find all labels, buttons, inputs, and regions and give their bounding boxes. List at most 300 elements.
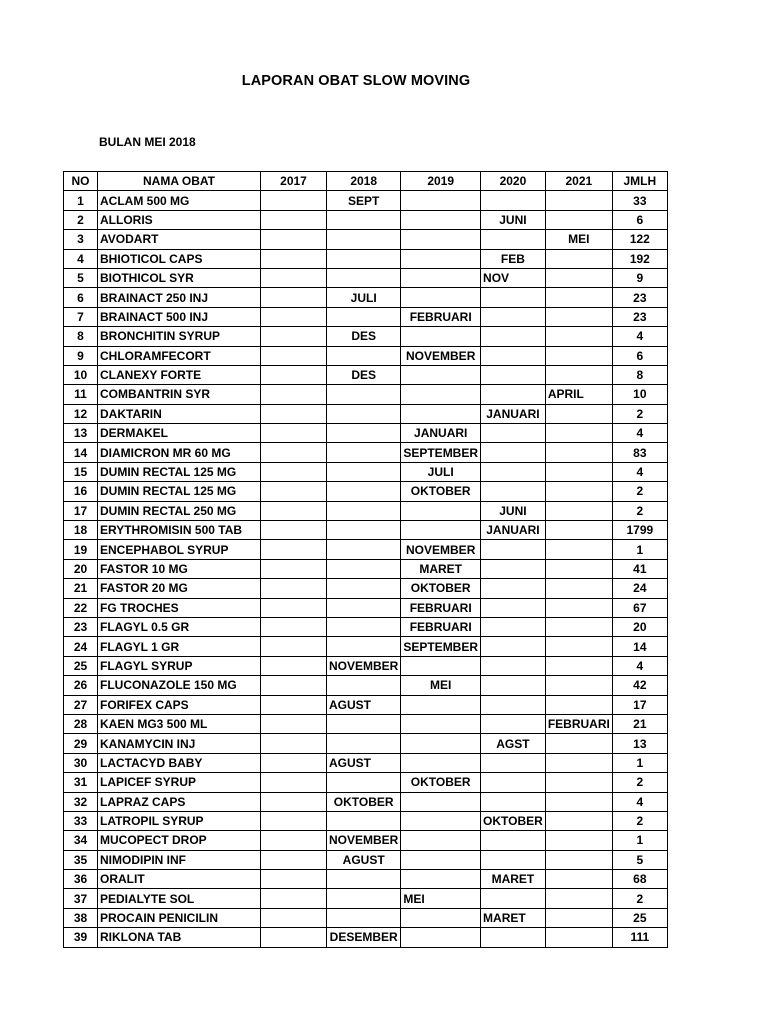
cell-2021: MEI	[545, 230, 612, 249]
cell-2019: SEPTEMBER	[401, 443, 481, 462]
cell-2020	[481, 365, 546, 384]
cell-2021	[545, 540, 612, 559]
table-row	[64, 521, 668, 540]
cell-2017	[261, 831, 327, 850]
cell-2020: FEB	[481, 249, 546, 268]
cell-jmlh: 122	[612, 230, 667, 249]
cell-jmlh: 2	[612, 811, 667, 830]
cell-jmlh: 6	[612, 346, 667, 365]
cell-no: 5	[64, 268, 98, 287]
cell-nama-obat: KAEN MG3 500 ML	[98, 714, 261, 733]
cell-2021	[545, 617, 612, 636]
cell-no: 7	[64, 307, 98, 326]
cell-2017	[261, 307, 327, 326]
cell-2017	[261, 908, 327, 927]
cell-2020	[481, 792, 546, 811]
table-row	[64, 598, 668, 617]
cell-no: 29	[64, 734, 98, 753]
cell-no: 28	[64, 714, 98, 733]
cell-2019	[401, 501, 481, 520]
cell-2021	[545, 811, 612, 830]
cell-no: 13	[64, 424, 98, 443]
cell-nama-obat: DUMIN RECTAL 125 MG	[98, 462, 261, 481]
cell-jmlh: 4	[612, 327, 667, 346]
cell-2019	[401, 870, 481, 889]
cell-2021	[545, 210, 612, 229]
header-2020: 2020	[481, 172, 546, 191]
table-row	[64, 637, 668, 656]
cell-2020	[481, 559, 546, 578]
cell-no: 36	[64, 870, 98, 889]
cell-2021	[545, 501, 612, 520]
cell-2020: NOV	[481, 268, 546, 287]
cell-2021	[545, 307, 612, 326]
cell-2020	[481, 540, 546, 559]
cell-2019	[401, 753, 481, 772]
cell-nama-obat: FLAGYL SYRUP	[98, 656, 261, 675]
cell-jmlh: 10	[612, 385, 667, 404]
cell-2020	[481, 462, 546, 481]
cell-2021: FEBRUARI	[545, 714, 612, 733]
cell-nama-obat: FORIFEX CAPS	[98, 695, 261, 714]
cell-2017	[261, 617, 327, 636]
cell-nama-obat: DAKTARIN	[98, 404, 261, 423]
cell-nama-obat: BRAINACT 250 INJ	[98, 288, 261, 307]
cell-2021	[545, 424, 612, 443]
table-row	[64, 307, 668, 326]
cell-jmlh: 23	[612, 307, 667, 326]
cell-2019	[401, 327, 481, 346]
table-row	[64, 268, 668, 287]
cell-2020	[481, 482, 546, 501]
cell-2018: AGUST	[327, 695, 401, 714]
cell-no: 6	[64, 288, 98, 307]
cell-2019	[401, 210, 481, 229]
cell-2020	[481, 443, 546, 462]
cell-2018	[327, 501, 401, 520]
cell-2020	[481, 598, 546, 617]
cell-2017	[261, 443, 327, 462]
cell-no: 38	[64, 908, 98, 927]
cell-nama-obat: FLAGYL 0.5 GR	[98, 617, 261, 636]
cell-2020	[481, 230, 546, 249]
cell-2018	[327, 908, 401, 927]
cell-2017	[261, 676, 327, 695]
table-row	[64, 249, 668, 268]
cell-2021	[545, 365, 612, 384]
cell-2017	[261, 424, 327, 443]
table-header-row	[64, 172, 668, 191]
cell-no: 3	[64, 230, 98, 249]
cell-2021	[545, 462, 612, 481]
cell-2018	[327, 540, 401, 559]
cell-nama-obat: FLUCONAZOLE 150 MG	[98, 676, 261, 695]
cell-2021	[545, 521, 612, 540]
cell-2020: OKTOBER	[481, 811, 546, 830]
cell-2018	[327, 637, 401, 656]
cell-2018	[327, 773, 401, 792]
cell-2017	[261, 191, 327, 210]
cell-2017	[261, 773, 327, 792]
table-row	[64, 676, 668, 695]
cell-2017	[261, 656, 327, 675]
table-row	[64, 288, 668, 307]
cell-no: 12	[64, 404, 98, 423]
cell-2020: JUNI	[481, 501, 546, 520]
table-row	[64, 579, 668, 598]
table-row	[64, 714, 668, 733]
cell-2019	[401, 928, 481, 947]
cell-2020	[481, 637, 546, 656]
cell-2019: NOVEMBER	[401, 346, 481, 365]
cell-2018	[327, 714, 401, 733]
cell-jmlh: 41	[612, 559, 667, 578]
cell-2018	[327, 462, 401, 481]
cell-jmlh: 1	[612, 540, 667, 559]
cell-2017	[261, 792, 327, 811]
cell-2017	[261, 501, 327, 520]
cell-no: 1	[64, 191, 98, 210]
cell-jmlh: 8	[612, 365, 667, 384]
cell-no: 20	[64, 559, 98, 578]
cell-2017	[261, 928, 327, 947]
cell-jmlh: 13	[612, 734, 667, 753]
cell-no: 8	[64, 327, 98, 346]
cell-2018: AGUST	[327, 753, 401, 772]
report-title: LAPORAN OBAT SLOW MOVING	[241, 73, 471, 89]
cell-2019	[401, 191, 481, 210]
cell-nama-obat: RIKLONA TAB	[98, 928, 261, 947]
cell-2019	[401, 268, 481, 287]
cell-2019	[401, 656, 481, 675]
cell-jmlh: 5	[612, 850, 667, 869]
cell-jmlh: 67	[612, 598, 667, 617]
cell-2021	[545, 637, 612, 656]
cell-nama-obat: ACLAM 500 MG	[98, 191, 261, 210]
cell-no: 32	[64, 792, 98, 811]
cell-2018: NOVEMBER	[327, 656, 401, 675]
cell-2018	[327, 249, 401, 268]
cell-2021	[545, 908, 612, 927]
header-nama-obat: NAMA OBAT	[98, 172, 261, 191]
cell-2021	[545, 404, 612, 423]
cell-2019	[401, 385, 481, 404]
cell-2021	[545, 346, 612, 365]
cell-no: 19	[64, 540, 98, 559]
cell-2017	[261, 637, 327, 656]
cell-2020	[481, 346, 546, 365]
cell-nama-obat: ALLORIS	[98, 210, 261, 229]
cell-2018: OKTOBER	[327, 792, 401, 811]
report-period: BULAN MEI 2018	[99, 135, 196, 149]
cell-2019: OKTOBER	[401, 482, 481, 501]
cell-2017	[261, 695, 327, 714]
table-row	[64, 889, 668, 908]
cell-2019	[401, 249, 481, 268]
cell-2018: JULI	[327, 288, 401, 307]
cell-no: 23	[64, 617, 98, 636]
cell-jmlh: 4	[612, 462, 667, 481]
cell-2021: APRIL	[545, 385, 612, 404]
cell-nama-obat: COMBANTRIN SYR	[98, 385, 261, 404]
cell-2018: DES	[327, 327, 401, 346]
table-row	[64, 230, 668, 249]
cell-nama-obat: BRAINACT 500 INJ	[98, 307, 261, 326]
table-row	[64, 656, 668, 675]
cell-jmlh: 21	[612, 714, 667, 733]
cell-nama-obat: FASTOR 10 MG	[98, 559, 261, 578]
cell-nama-obat: FG TROCHES	[98, 598, 261, 617]
cell-2020	[481, 753, 546, 772]
table-row	[64, 908, 668, 927]
cell-2017	[261, 870, 327, 889]
cell-2018	[327, 734, 401, 753]
cell-no: 27	[64, 695, 98, 714]
cell-2019: JANUARI	[401, 424, 481, 443]
cell-2018	[327, 210, 401, 229]
cell-2021	[545, 773, 612, 792]
cell-nama-obat: ORALIT	[98, 870, 261, 889]
cell-jmlh: 4	[612, 792, 667, 811]
cell-2020	[481, 579, 546, 598]
cell-2017	[261, 230, 327, 249]
cell-jmlh: 2	[612, 482, 667, 501]
cell-2018	[327, 579, 401, 598]
cell-2017	[261, 327, 327, 346]
cell-2019: FEBRUARI	[401, 598, 481, 617]
cell-no: 24	[64, 637, 98, 656]
table-row	[64, 346, 668, 365]
cell-2020	[481, 695, 546, 714]
cell-2019	[401, 404, 481, 423]
cell-jmlh: 23	[612, 288, 667, 307]
cell-2017	[261, 249, 327, 268]
cell-2021	[545, 327, 612, 346]
table-row	[64, 501, 668, 520]
cell-nama-obat: LACTACYD BABY	[98, 753, 261, 772]
cell-no: 31	[64, 773, 98, 792]
header-2019: 2019	[401, 172, 481, 191]
cell-nama-obat: MUCOPECT DROP	[98, 831, 261, 850]
cell-2021	[545, 443, 612, 462]
cell-jmlh: 20	[612, 617, 667, 636]
cell-2020	[481, 385, 546, 404]
cell-no: 34	[64, 831, 98, 850]
cell-2019	[401, 714, 481, 733]
cell-2020	[481, 617, 546, 636]
table-row	[64, 404, 668, 423]
cell-nama-obat: PEDIALYTE SOL	[98, 889, 261, 908]
cell-2018	[327, 404, 401, 423]
cell-jmlh: 2	[612, 404, 667, 423]
cell-2019	[401, 908, 481, 927]
cell-2018: NOVEMBER	[327, 831, 401, 850]
cell-jmlh: 2	[612, 773, 667, 792]
cell-2018	[327, 424, 401, 443]
cell-jmlh: 1	[612, 831, 667, 850]
cell-2017	[261, 734, 327, 753]
cell-2021	[545, 889, 612, 908]
cell-no: 10	[64, 365, 98, 384]
cell-no: 15	[64, 462, 98, 481]
cell-2017	[261, 811, 327, 830]
cell-2021	[545, 482, 612, 501]
cell-2019: MEI	[401, 889, 481, 908]
cell-2017	[261, 559, 327, 578]
cell-jmlh: 25	[612, 908, 667, 927]
cell-2021	[545, 656, 612, 675]
cell-no: 33	[64, 811, 98, 830]
cell-no: 39	[64, 928, 98, 947]
cell-2020: JANUARI	[481, 404, 546, 423]
cell-nama-obat: CHLORAMFECORT	[98, 346, 261, 365]
cell-no: 11	[64, 385, 98, 404]
cell-2018	[327, 230, 401, 249]
cell-2019: FEBRUARI	[401, 307, 481, 326]
cell-jmlh: 24	[612, 579, 667, 598]
cell-jmlh: 14	[612, 637, 667, 656]
cell-2021	[545, 676, 612, 695]
table-row	[64, 792, 668, 811]
cell-2017	[261, 540, 327, 559]
cell-2019: JULI	[401, 462, 481, 481]
cell-nama-obat: DUMIN RECTAL 250 MG	[98, 501, 261, 520]
table-row	[64, 191, 668, 210]
cell-2020	[481, 656, 546, 675]
cell-2020: JUNI	[481, 210, 546, 229]
cell-2021	[545, 288, 612, 307]
cell-no: 16	[64, 482, 98, 501]
cell-2019	[401, 850, 481, 869]
table-row	[64, 365, 668, 384]
cell-no: 9	[64, 346, 98, 365]
cell-nama-obat: LATROPIL SYRUP	[98, 811, 261, 830]
cell-jmlh: 2	[612, 501, 667, 520]
cell-nama-obat: AVODART	[98, 230, 261, 249]
cell-2018	[327, 870, 401, 889]
header-2018: 2018	[327, 172, 401, 191]
slow-moving-drug-table	[63, 171, 668, 948]
cell-2018	[327, 268, 401, 287]
cell-2020	[481, 307, 546, 326]
table-row	[64, 773, 668, 792]
table-row	[64, 385, 668, 404]
cell-2019: MARET	[401, 559, 481, 578]
cell-nama-obat: CLANEXY FORTE	[98, 365, 261, 384]
cell-no: 26	[64, 676, 98, 695]
cell-2018	[327, 889, 401, 908]
cell-2019	[401, 811, 481, 830]
cell-2020	[481, 831, 546, 850]
table-row	[64, 540, 668, 559]
cell-jmlh: 4	[612, 424, 667, 443]
cell-2021	[545, 850, 612, 869]
table-row	[64, 928, 668, 947]
cell-2020	[481, 191, 546, 210]
cell-2017	[261, 889, 327, 908]
cell-2018	[327, 443, 401, 462]
cell-nama-obat: FASTOR 20 MG	[98, 579, 261, 598]
cell-2021	[545, 870, 612, 889]
cell-jmlh: 9	[612, 268, 667, 287]
cell-no: 22	[64, 598, 98, 617]
cell-2017	[261, 482, 327, 501]
cell-2017	[261, 365, 327, 384]
cell-2020	[481, 714, 546, 733]
cell-2021	[545, 191, 612, 210]
cell-2020	[481, 676, 546, 695]
cell-2018: DES	[327, 365, 401, 384]
cell-2018	[327, 617, 401, 636]
cell-nama-obat: BIOTHICOL SYR	[98, 268, 261, 287]
cell-2019	[401, 792, 481, 811]
cell-2020: MARET	[481, 908, 546, 927]
cell-2021	[545, 928, 612, 947]
cell-2019: NOVEMBER	[401, 540, 481, 559]
cell-2020: JANUARI	[481, 521, 546, 540]
table-row	[64, 753, 668, 772]
cell-2019	[401, 695, 481, 714]
cell-2021	[545, 695, 612, 714]
cell-2018	[327, 559, 401, 578]
header-2021: 2021	[545, 172, 612, 191]
cell-jmlh: 111	[612, 928, 667, 947]
cell-2018: AGUST	[327, 850, 401, 869]
table-row	[64, 462, 668, 481]
cell-2020	[481, 850, 546, 869]
cell-2021	[545, 831, 612, 850]
cell-2018	[327, 482, 401, 501]
cell-2017	[261, 462, 327, 481]
cell-no: 21	[64, 579, 98, 598]
cell-2017	[261, 714, 327, 733]
cell-2020	[481, 424, 546, 443]
cell-jmlh: 1799	[612, 521, 667, 540]
cell-2017	[261, 521, 327, 540]
cell-2017	[261, 210, 327, 229]
cell-2019: OKTOBER	[401, 773, 481, 792]
cell-2018	[327, 598, 401, 617]
cell-2019	[401, 521, 481, 540]
cell-2019: FEBRUARI	[401, 617, 481, 636]
cell-jmlh: 42	[612, 676, 667, 695]
cell-2017	[261, 288, 327, 307]
table-row	[64, 734, 668, 753]
cell-jmlh: 6	[612, 210, 667, 229]
table-row	[64, 831, 668, 850]
cell-2017	[261, 579, 327, 598]
cell-2018	[327, 385, 401, 404]
table-row	[64, 443, 668, 462]
cell-2021	[545, 753, 612, 772]
cell-2019	[401, 365, 481, 384]
cell-no: 30	[64, 753, 98, 772]
table-row	[64, 482, 668, 501]
header-jmlh: JMLH	[612, 172, 667, 191]
cell-nama-obat: DUMIN RECTAL 125 MG	[98, 482, 261, 501]
cell-jmlh: 33	[612, 191, 667, 210]
cell-no: 14	[64, 443, 98, 462]
cell-2018: DESEMBER	[327, 928, 401, 947]
cell-2020: MARET	[481, 870, 546, 889]
cell-2019	[401, 230, 481, 249]
cell-2021	[545, 249, 612, 268]
cell-no: 37	[64, 889, 98, 908]
cell-2019: OKTOBER	[401, 579, 481, 598]
cell-2018	[327, 346, 401, 365]
table-row	[64, 617, 668, 636]
cell-nama-obat: DERMAKEL	[98, 424, 261, 443]
